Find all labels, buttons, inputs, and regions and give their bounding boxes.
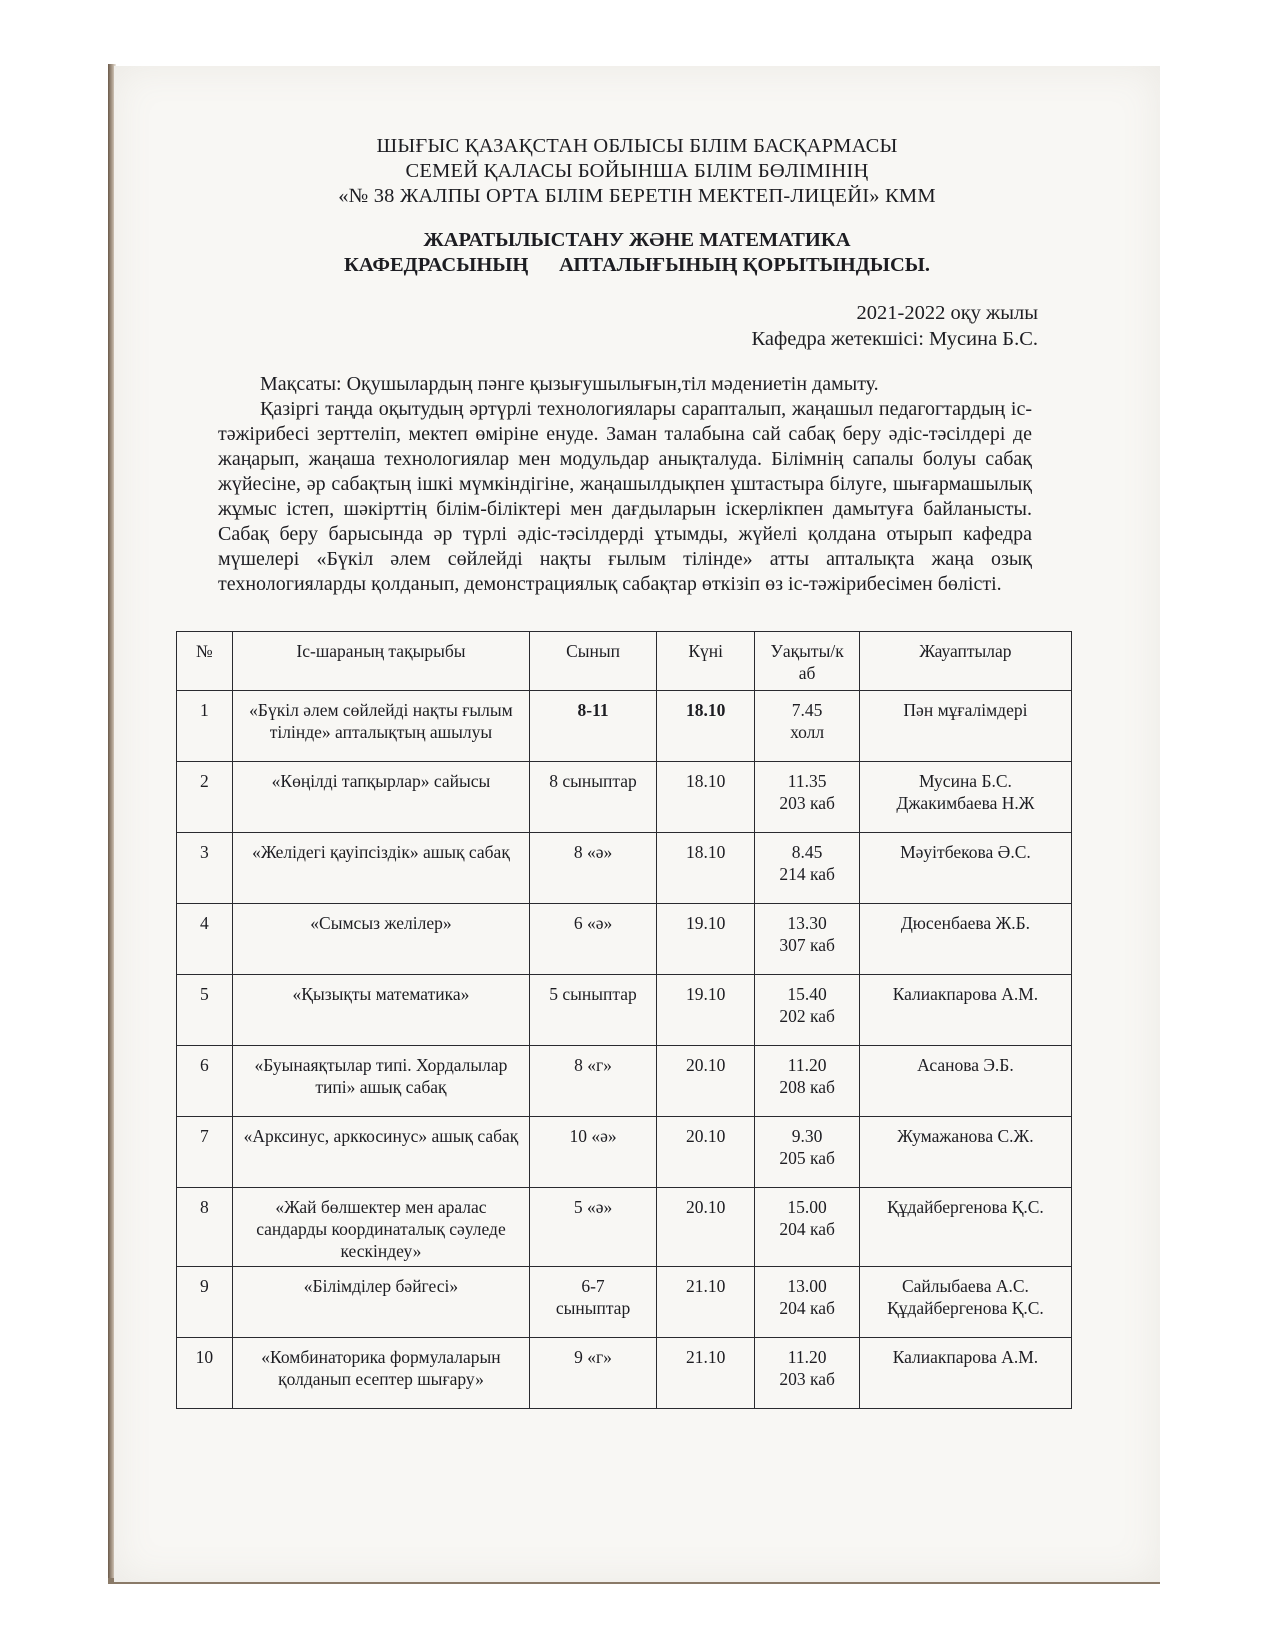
cell-responsible: Калиакпарова А.М. [859, 1338, 1071, 1409]
table-row [177, 762, 1072, 833]
cell-time: 8.45 214 каб [755, 833, 860, 904]
cell-topic: «Көңілді тапқырлар» сайысы [232, 762, 529, 833]
table-header-row [177, 632, 1072, 691]
cell-responsible: Пән мұғалімдері [859, 691, 1071, 762]
department-head: Кафедра жетекшісі: Мусина Б.С. [751, 328, 1038, 350]
document-sheet [114, 66, 1160, 1582]
cell-number: 8 [177, 1188, 233, 1267]
intro-text [218, 372, 1032, 597]
goal-paragraph: Мақсаты: Оқушылардың пәнге қызығушылығын,тіл мәдениетін дамыту. [260, 373, 879, 395]
title-line-2: КАФЕДРАСЫНЫҢ АПТАЛЫҒЫНЫҢ ҚОРЫТЫНДЫСЫ. [343, 254, 931, 276]
table-row [177, 904, 1072, 975]
column-header-responsible: Жауаптылар [859, 632, 1071, 691]
cell-topic: «Қызықты математика» [232, 975, 529, 1046]
cell-time: 13.30 307 каб [755, 904, 860, 975]
cell-day: 19.10 [656, 904, 754, 975]
cell-class: 5 сыныптар [530, 975, 657, 1046]
organization-header [114, 134, 1160, 209]
main-paragraph: Қазіргі таңда оқытудың әртүрлі технологиялары сарапталып, жаңашыл педагогтардың іс-тәжірибесі зерттеліп, мектеп өміріне енуде. Заман талабына сай сабақ беру әдіс-тәсілдері де жаңарып, жаңаша технологиялар мен модульдар анықталуда. Білімнің сапалы болуы сабақ жүйесіне, әр сабақтың ішкі мүмкіндігіне, жаңашылдықпен ұштастыра білуге, шығармашылық жұмыс істеп, шәкірттің білім-біліктері мен дағдыларын іскерлікпен дамытуға байланысты. Сабақ беру барысында әр түрлі әдіс-тәсілдерді ұтымды, жүйелі қолдана отырып кафедра мүшелері «Бүкіл әлем сөйлейді нақты ғылым тілінде» атты апталықта жаңа озық технологияларды қолданып, демонстрациялық сабақтар өткізіп өз іс-тәжірибесімен бөлісті. [218, 398, 1032, 595]
cell-topic: «Сымсыз желілер» [232, 904, 529, 975]
cell-number: 5 [177, 975, 233, 1046]
cell-time: 13.00 204 каб [755, 1267, 860, 1338]
table-row [177, 975, 1072, 1046]
cell-day: 20.10 [656, 1188, 754, 1267]
cell-responsible: Асанова Э.Б. [859, 1046, 1071, 1117]
cell-class: 10 «ә» [530, 1117, 657, 1188]
cell-day: 18.10 [656, 691, 754, 762]
cell-time: 9.30 205 каб [755, 1117, 860, 1188]
cell-number: 2 [177, 762, 233, 833]
academic-year: 2021-2022 оқу жылы [856, 302, 1038, 324]
cell-class: 6-7 сыныптар [530, 1267, 657, 1338]
cell-responsible: Жумажанова С.Ж. [859, 1117, 1071, 1188]
cell-class: 8 сыныптар [530, 762, 657, 833]
cell-topic: «Желідегі қауіпсіздік» ашық сабақ [232, 833, 529, 904]
cell-number: 7 [177, 1117, 233, 1188]
cell-day: 21.10 [656, 1267, 754, 1338]
column-header-class: Сынып [530, 632, 657, 691]
cell-number: 9 [177, 1267, 233, 1338]
cell-class: 8-11 [530, 691, 657, 762]
title-line-1: ЖАРАТЫЛЫСТАНУ ЖӘНЕ МАТЕМАТИКА [423, 229, 851, 251]
cell-topic: «Жай бөлшектер мен аралас сандарды координаталық сәуледе кескіндеу» [232, 1188, 529, 1267]
cell-number: 6 [177, 1046, 233, 1117]
cell-responsible: Калиакпарова А.М. [859, 975, 1071, 1046]
table-row [177, 833, 1072, 904]
cell-day: 18.10 [656, 762, 754, 833]
cell-responsible: Мәуітбекова Ә.С. [859, 833, 1071, 904]
cell-topic: «Арксинус, арккосинус» ашық сабақ [232, 1117, 529, 1188]
cell-time: 15.00 204 каб [755, 1188, 860, 1267]
cell-number: 1 [177, 691, 233, 762]
cell-time: 11.20 203 каб [755, 1338, 860, 1409]
cell-time: 7.45 холл [755, 691, 860, 762]
header-line-3: «№ 38 ЖАЛПЫ ОРТА БІЛІМ БЕРЕТІН МЕКТЕП-ЛИЦЕЙІ» КММ [338, 185, 936, 207]
table-row [177, 1188, 1072, 1267]
cell-class: 9 «г» [530, 1338, 657, 1409]
header-line-2: СЕМЕЙ ҚАЛАСЫ БОЙЫНША БІЛІМ БӨЛІМІНІҢ [405, 160, 869, 182]
cell-time: 15.40 202 каб [755, 975, 860, 1046]
cell-time: 11.35 203 каб [755, 762, 860, 833]
meta-block [751, 300, 1038, 352]
column-header-topic: Іс-шараның тақырыбы [232, 632, 529, 691]
cell-day: 18.10 [656, 833, 754, 904]
column-header-time: Уақыты/к аб [755, 632, 860, 691]
header-line-1: ШЫҒЫС ҚАЗАҚСТАН ОБЛЫСЫ БІЛІМ БАСҚАРМАСЫ [376, 135, 898, 157]
cell-time: 11.20 208 каб [755, 1046, 860, 1117]
cell-class: 6 «ә» [530, 904, 657, 975]
table-row [177, 1117, 1072, 1188]
cell-day: 21.10 [656, 1338, 754, 1409]
cell-day: 20.10 [656, 1046, 754, 1117]
cell-number: 4 [177, 904, 233, 975]
cell-class: 8 «ә» [530, 833, 657, 904]
table-row [177, 691, 1072, 762]
document-title [114, 228, 1160, 278]
cell-responsible: Құдайбергенова Қ.С. [859, 1188, 1071, 1267]
cell-number: 3 [177, 833, 233, 904]
cell-topic: «Буынаяқтылар типі. Хордалылар типі» ашық сабақ [232, 1046, 529, 1117]
cell-number: 10 [177, 1338, 233, 1409]
table-row [177, 1338, 1072, 1409]
cell-class: 8 «г» [530, 1046, 657, 1117]
cell-responsible: Мусина Б.С. Джакимбаева Н.Ж [859, 762, 1071, 833]
column-header-day: Күні [656, 632, 754, 691]
cell-topic: «Комбинаторика формулаларын қолданып есептер шығару» [232, 1338, 529, 1409]
cell-day: 20.10 [656, 1117, 754, 1188]
cell-topic: «Білімділер бәйгесі» [232, 1267, 529, 1338]
cell-topic: «Бүкіл әлем сөйлейді нақты ғылым тілінде» апталықтың ашылуы [232, 691, 529, 762]
table-row [177, 1267, 1072, 1338]
cell-class: 5 «ә» [530, 1188, 657, 1267]
cell-responsible: Сайлыбаева А.С. Құдайбергенова Қ.С. [859, 1267, 1071, 1338]
cell-day: 19.10 [656, 975, 754, 1046]
cell-responsible: Дюсенбаева Ж.Б. [859, 904, 1071, 975]
table-row [177, 1046, 1072, 1117]
column-header-number: № [177, 632, 233, 691]
events-table [176, 631, 1072, 1409]
